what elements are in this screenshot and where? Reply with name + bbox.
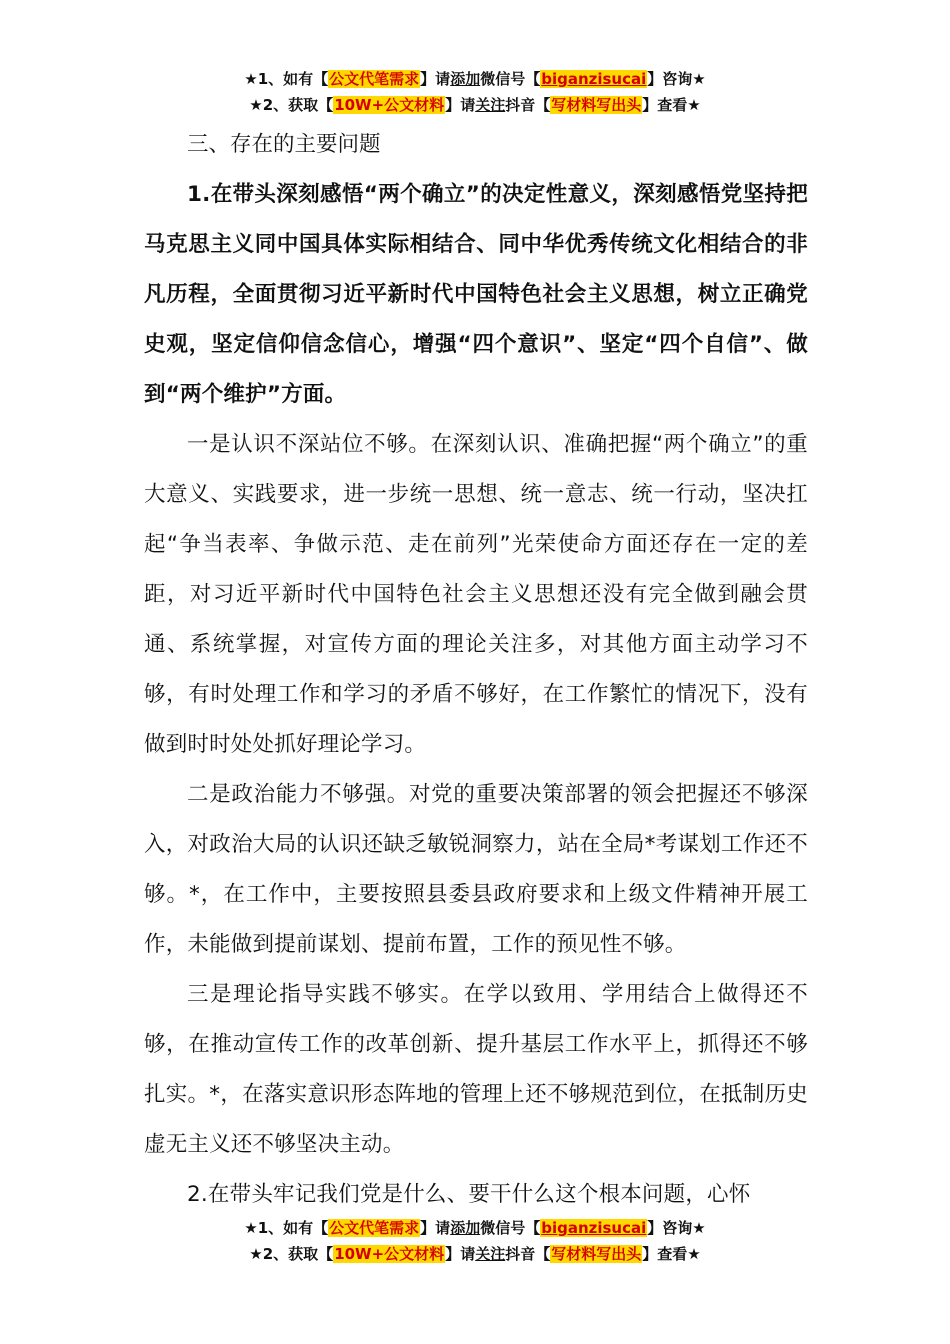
bottom-banner-line2-mid-1: 】请 [445, 1245, 476, 1263]
item-1-heading: 1.在带头深刻感悟“两个确立”的决定性意义，深刻感悟党坚持把马克思主义同中国具体实际相结合、同中华优秀传统文化相结合的非凡历程，全面贯彻习近平新时代中国特色社会主义思想，树立正确党史观，坚定信仰信念信心，增强“四个意识”、坚定“四个自信”、做到“两个维护”方面。 [144, 182, 808, 407]
banner-line-1 [0, 66, 950, 92]
bottom-banner-line1-highlight-2: biganzisucai [541, 1219, 647, 1237]
bottom-banner-line1-highlight-1: 公文代笔需求 [329, 1219, 420, 1237]
bottom-banner-line1-prefix: 1、如有【 [257, 1219, 329, 1237]
banner-line1-mid-2: 微信号【 [480, 70, 541, 88]
bottom-banner-line1-suffix: 】咨询★ [647, 1219, 706, 1237]
banner-line1-mid-1: 】请 [420, 70, 451, 88]
bottom-banner-line2-star: ★ [249, 1245, 263, 1263]
bottom-banner-line1-mid-2: 微信号【 [480, 1219, 541, 1237]
bottom-banner-line1-underline: 添加 [450, 1219, 481, 1237]
paragraph-1: 一是认识不深站位不够。在深刻认识、准确把握“两个确立”的重大意义、实践要求，进一步统一思想、统一意志、统一行动，坚决扛起“争当表率、争做示范、走在前列”光荣使命方面还存在一定的差距，对习近平新时代中国特色社会主义思想还没有完全做到融会贯通、系统掌握，对宣传方面的理论关注多，对其他方面主动学习不够，有时处理工作和学习的矛盾不够好，在工作繁忙的情况下，没有做到时时处处抓好理论学习。 [144, 432, 808, 757]
banner-line2-mid-2: 抖音【 [505, 96, 551, 114]
banner-line2-suffix: 】查看★ [642, 96, 701, 114]
bottom-banner-line2-prefix: 2、获取【 [262, 1245, 334, 1263]
bottom-banner-line2-highlight-2: 写材料写出头 [551, 1245, 642, 1263]
banner-line1-prefix: 1、如有【 [257, 70, 329, 88]
bottom-banner-line2-mid-2: 抖音【 [505, 1245, 551, 1263]
banner-line1-star: ★ [244, 70, 258, 88]
banner-line1-highlight-2: biganzisucai [541, 70, 647, 88]
bottom-banner-line1-mid-1: 】请 [420, 1219, 451, 1237]
document-body [144, 120, 808, 1220]
banner-line2-prefix: 2、获取【 [262, 96, 334, 114]
bottom-banner-line2-suffix: 】查看★ [642, 1245, 701, 1263]
bottom-banner [0, 1215, 950, 1267]
banner-line1-suffix: 】咨询★ [647, 70, 706, 88]
banner-line1-highlight-1: 公文代笔需求 [329, 70, 420, 88]
banner-line1-underline: 添加 [450, 70, 481, 88]
banner-line2-highlight-1: 10W+公文材料 [334, 96, 445, 114]
item-2-start: 2.在带头牢记我们党是什么、要干什么这个根本问题，心怀 [187, 1182, 751, 1207]
bottom-banner-line-2 [0, 1241, 950, 1267]
top-banner [0, 66, 950, 118]
banner-line2-underline: 关注 [475, 96, 506, 114]
section-heading: 三、存在的主要问题 [187, 132, 381, 157]
banner-line2-mid-1: 】请 [445, 96, 476, 114]
banner-line-2 [0, 92, 950, 118]
bottom-banner-line1-star: ★ [244, 1219, 258, 1237]
banner-line2-star: ★ [249, 96, 263, 114]
bottom-banner-line-1 [0, 1215, 950, 1241]
paragraph-3: 三是理论指导实践不够实。在学以致用、学用结合上做得还不够，在推动宣传工作的改革创新、提升基层工作水平上，抓得还不够扎实。*，在落实意识形态阵地的管理上还不够规范到位，在抵制历史虚无主义还不够坚决主动。 [144, 982, 808, 1157]
banner-line2-highlight-2: 写材料写出头 [551, 96, 642, 114]
bottom-banner-line2-underline: 关注 [475, 1245, 506, 1263]
paragraph-2: 二是政治能力不够强。对党的重要决策部署的领会把握还不够深入，对政治大局的认识还缺乏敏锐洞察力，站在全局*考谋划工作还不够。*，在工作中，主要按照县委县政府要求和上级文件精神开展工作，未能做到提前谋划、提前布置，工作的预见性不够。 [144, 782, 808, 957]
bottom-banner-line2-highlight-1: 10W+公文材料 [334, 1245, 445, 1263]
